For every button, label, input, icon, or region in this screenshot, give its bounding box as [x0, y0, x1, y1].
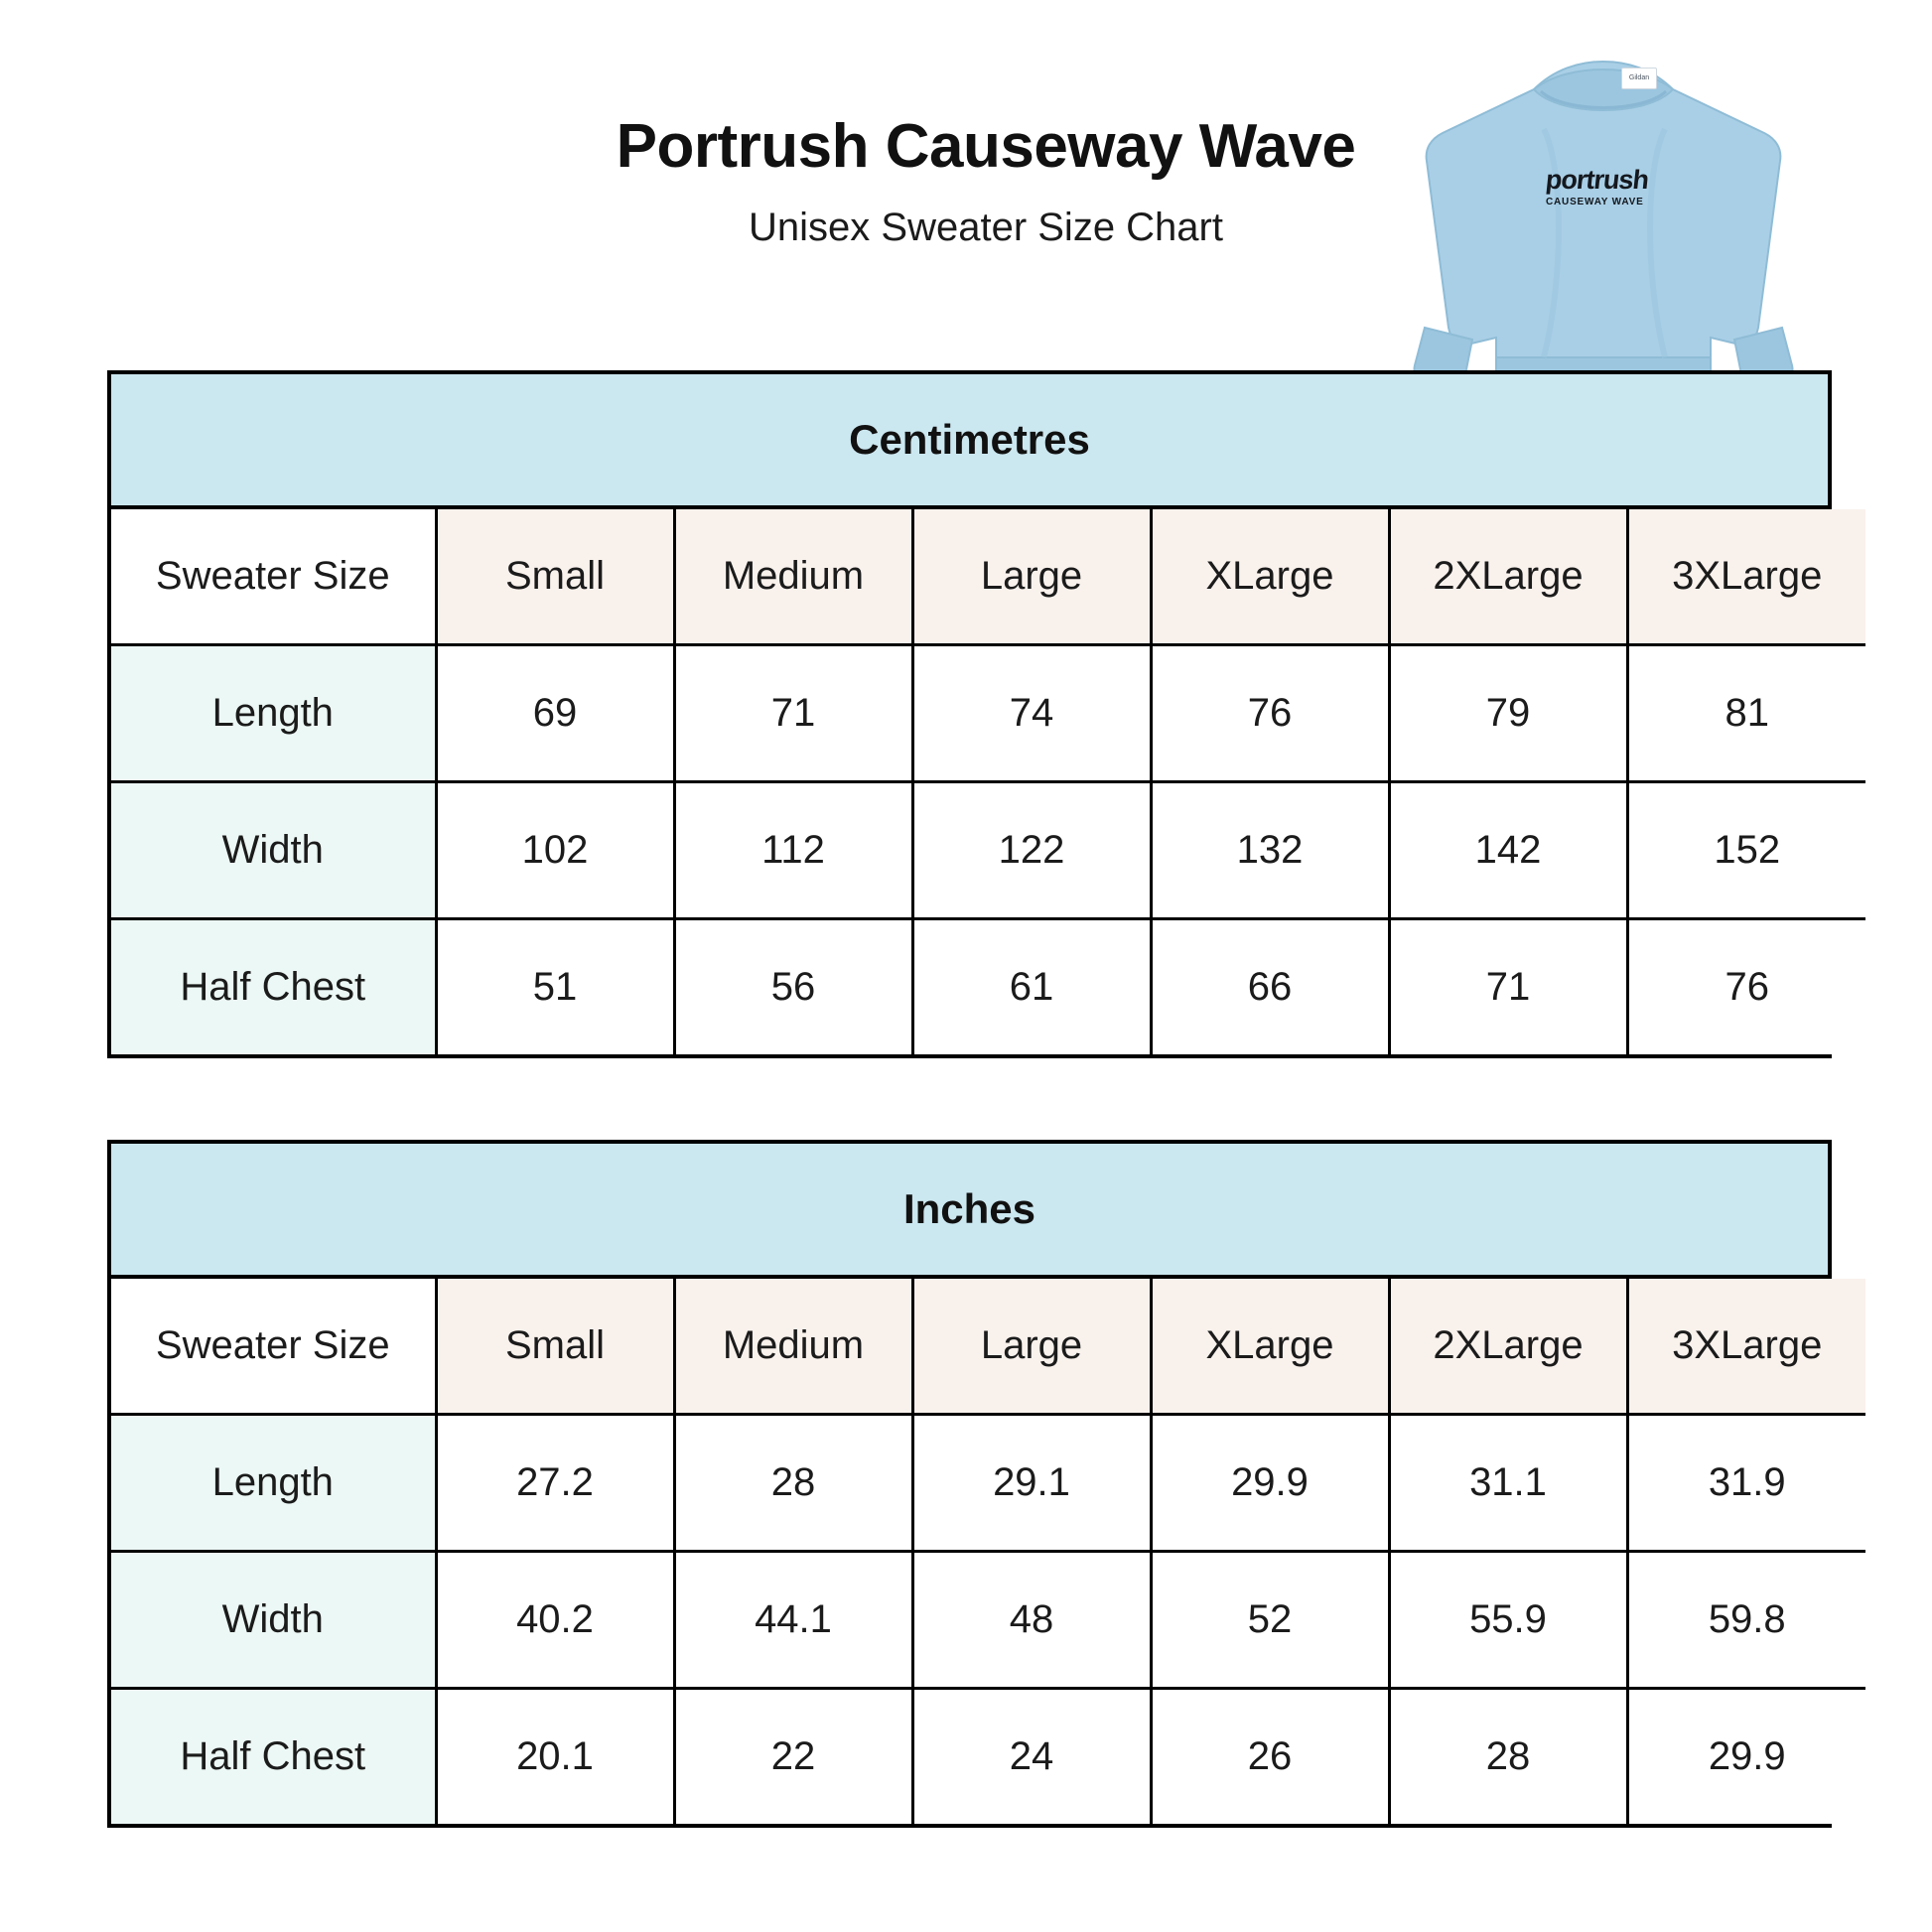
row-label-length: Length: [111, 1415, 436, 1552]
table-row: [111, 782, 1865, 919]
neck-label: Gildan: [1621, 68, 1657, 89]
cell-halfchest-xlarge: 26: [1151, 1689, 1389, 1825]
col-header-medium: Medium: [674, 1279, 912, 1415]
cell-length-2xlarge: 79: [1389, 645, 1627, 782]
cell-halfchest-medium: 22: [674, 1689, 912, 1825]
cell-length-medium: 28: [674, 1415, 912, 1552]
corner-label-cm: Sweater Size: [111, 509, 436, 645]
col-header-2xlarge: 2XLarge: [1389, 509, 1627, 645]
col-header-3xlarge: 3XLarge: [1627, 509, 1865, 645]
cell-halfchest-2xlarge: 28: [1389, 1689, 1627, 1825]
table-row: [111, 1689, 1865, 1825]
row-label-length: Length: [111, 645, 436, 782]
size-table-inches: [107, 1140, 1832, 1828]
cell-width-xlarge: 132: [1151, 782, 1389, 919]
table-cm: [111, 509, 1865, 1054]
cell-length-2xlarge: 31.1: [1389, 1415, 1627, 1552]
col-header-small: Small: [436, 509, 674, 645]
unit-header-inches: Inches: [111, 1144, 1828, 1279]
table-row: [111, 645, 1865, 782]
col-header-medium: Medium: [674, 509, 912, 645]
cell-halfchest-small: 20.1: [436, 1689, 674, 1825]
cell-width-xlarge: 52: [1151, 1552, 1389, 1689]
cell-width-large: 122: [912, 782, 1151, 919]
table-inches: [111, 1279, 1865, 1824]
col-header-3xlarge: 3XLarge: [1627, 1279, 1865, 1415]
col-header-large: Large: [912, 1279, 1151, 1415]
cell-length-3xlarge: 31.9: [1627, 1415, 1865, 1552]
cell-width-3xlarge: 59.8: [1627, 1552, 1865, 1689]
table-row-header: [111, 1279, 1865, 1415]
cell-halfchest-2xlarge: 71: [1389, 919, 1627, 1055]
col-header-2xlarge: 2XLarge: [1389, 1279, 1627, 1415]
page-title: Portrush Causeway Wave: [616, 112, 1356, 181]
col-header-xlarge: XLarge: [1151, 1279, 1389, 1415]
cell-halfchest-xlarge: 66: [1151, 919, 1389, 1055]
page-subtitle: Unisex Sweater Size Chart: [749, 206, 1223, 249]
cell-length-small: 69: [436, 645, 674, 782]
cell-halfchest-medium: 56: [674, 919, 912, 1055]
col-header-large: Large: [912, 509, 1151, 645]
cell-width-2xlarge: 142: [1389, 782, 1627, 919]
cell-width-small: 102: [436, 782, 674, 919]
size-table-centimetres: [107, 370, 1832, 1058]
cell-halfchest-large: 61: [912, 919, 1151, 1055]
cell-length-3xlarge: 81: [1627, 645, 1865, 782]
chest-print-line2: CAUSEWAY WAVE: [1546, 197, 1644, 207]
table-row: [111, 1415, 1865, 1552]
table-row: [111, 919, 1865, 1055]
row-label-half-chest: Half Chest: [111, 1689, 436, 1825]
cell-width-large: 48: [912, 1552, 1151, 1689]
chest-print: [1546, 167, 1725, 207]
cell-width-small: 40.2: [436, 1552, 674, 1689]
table-row: [111, 1552, 1865, 1689]
cell-length-medium: 71: [674, 645, 912, 782]
cell-width-3xlarge: 152: [1627, 782, 1865, 919]
cell-width-2xlarge: 55.9: [1389, 1552, 1627, 1689]
row-label-width: Width: [111, 1552, 436, 1689]
cell-length-large: 74: [912, 645, 1151, 782]
cell-halfchest-large: 24: [912, 1689, 1151, 1825]
cell-length-xlarge: 76: [1151, 645, 1389, 782]
table-row-header: [111, 509, 1865, 645]
corner-label-inches: Sweater Size: [111, 1279, 436, 1415]
col-header-small: Small: [436, 1279, 674, 1415]
row-label-width: Width: [111, 782, 436, 919]
cell-length-small: 27.2: [436, 1415, 674, 1552]
cell-halfchest-3xlarge: 76: [1627, 919, 1865, 1055]
cell-halfchest-small: 51: [436, 919, 674, 1055]
cell-halfchest-3xlarge: 29.9: [1627, 1689, 1865, 1825]
cell-length-xlarge: 29.9: [1151, 1415, 1389, 1552]
cell-width-medium: 112: [674, 782, 912, 919]
row-label-half-chest: Half Chest: [111, 919, 436, 1055]
col-header-xlarge: XLarge: [1151, 509, 1389, 645]
cell-length-large: 29.1: [912, 1415, 1151, 1552]
chest-print-line1: portrush: [1544, 165, 1650, 195]
cell-width-medium: 44.1: [674, 1552, 912, 1689]
unit-header-cm: Centimetres: [111, 374, 1828, 509]
